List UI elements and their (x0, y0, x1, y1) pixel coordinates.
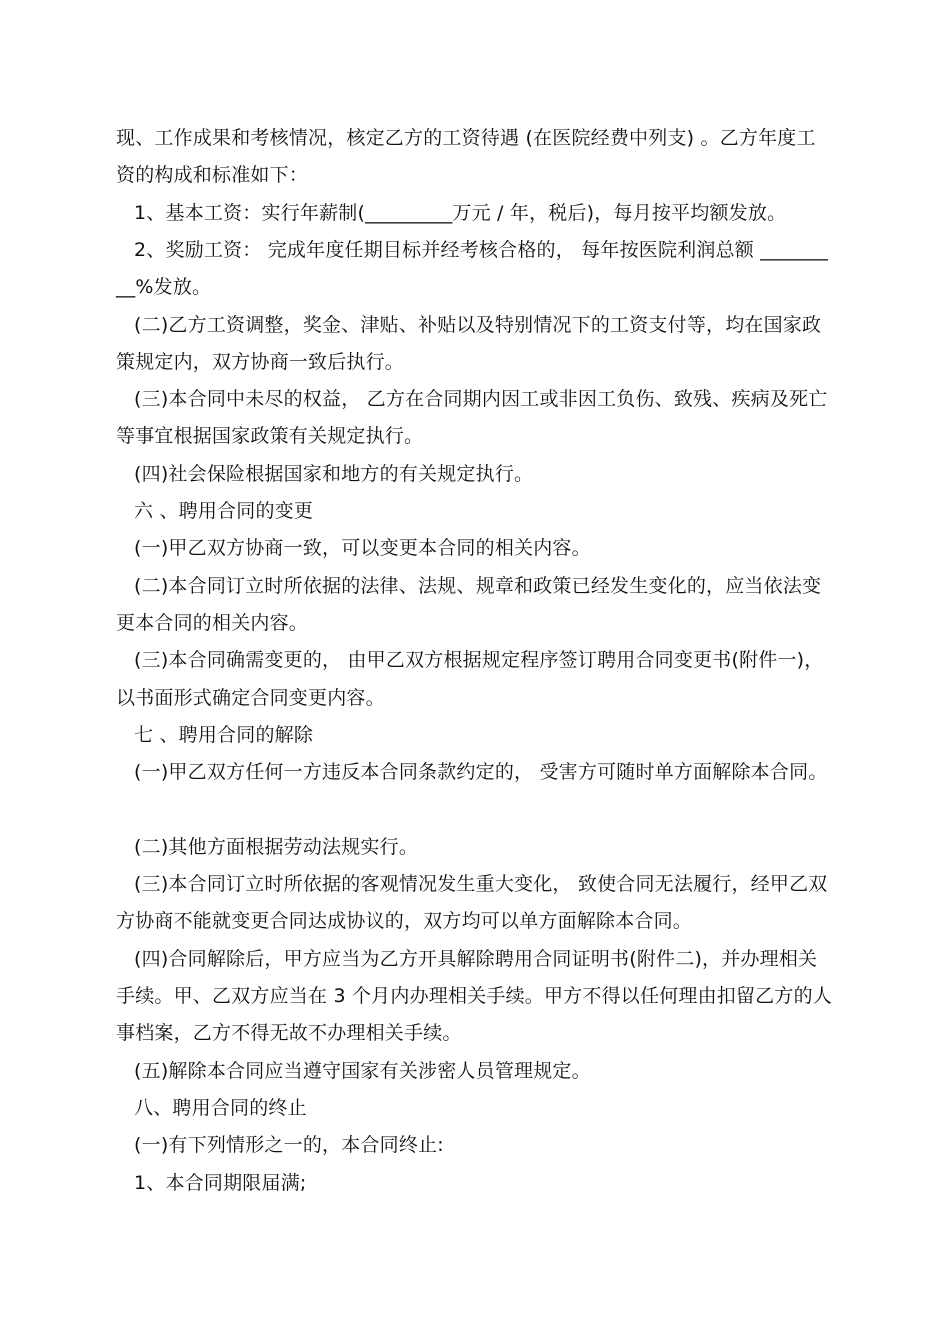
text-line: 以书面形式确定合同变更内容。 (116, 687, 385, 709)
text-line: 资的构成和标准如下： (116, 164, 309, 186)
text-line: (二)其他方面根据劳动法规实行。 (134, 836, 419, 858)
text-line: 更本合同的相关内容。 (116, 612, 309, 634)
text-line: 事档案，乙方不得无故不办理相关手续。 (116, 1022, 462, 1044)
text-line: (一)有下列情形之一的，本合同终止: (134, 1134, 444, 1156)
text-line: (一)甲乙双方任何一方违反本合同条款约定的， 受害方可随时单方面解除本合同。 (134, 761, 828, 783)
text-line: 1、本合同期限届满; (134, 1172, 307, 1194)
section-heading: 六 、聘用合同的变更 (134, 500, 314, 522)
text-line: (三)本合同订立时所依据的客观情况发生重大变化， 致使合同无法履行，经甲乙双 (134, 873, 828, 895)
text-line: 策规定内，双方协商一致后执行。 (116, 351, 405, 373)
text-line: (二)本合同订立时所依据的法律、法规、规章和政策已经发生变化的，应当依法变 (134, 575, 822, 597)
text-line: 现、工作成果和考核情况，核定乙方的工资待遇 (在医院经费中列支) 。乙方年度工 (116, 127, 816, 149)
section-heading: 七 、聘用合同的解除 (134, 724, 314, 746)
text-line: 1、基本工资：实行年薪制(_________万元 / 年，税后)，每月按平均额发放。 (134, 202, 787, 224)
text-line: 方协商不能就变更合同达成协议的，双方均可以单方面解除本合同。 (116, 910, 693, 932)
text-line: (四)社会保险根据国家和地方的有关规定执行。 (134, 463, 534, 485)
text-line: 手续。甲、乙双方应当在 3 个月内办理相关手续。甲方不得以任何理由扣留乙方的人 (116, 985, 832, 1007)
text-line: (四)合同解除后，甲方应当为乙方开具解除聘用合同证明书(附件二)，并办理相关 (134, 948, 818, 970)
section-heading: 八、聘用合同的终止 (134, 1097, 307, 1119)
text-line: 2、奖励工资： 完成年度任期目标并经考核合格的， 每年按医院利润总额 _______ (134, 239, 829, 261)
text-line: __%发放。 (116, 276, 212, 298)
text-line: (三)本合同确需变更的， 由甲乙双方根据规定程序签订聘用合同变更书(附件一)， (134, 649, 824, 671)
text-line: (一)甲乙双方协商一致，可以变更本合同的相关内容。 (134, 537, 591, 559)
text-line: (三)本合同中未尽的权益， 乙方在合同期内因工或非因工负伤、致残、疾病及死亡 (134, 388, 828, 410)
text-line: (二)乙方工资调整，奖金、津贴、补贴以及特别情况下的工资支付等，均在国家政 (134, 314, 822, 336)
text-line: (五)解除本合同应当遵守国家有关涉密人员管理规定。 (134, 1060, 591, 1082)
text-line: 等事宜根据国家政策有关规定执行。 (116, 425, 424, 447)
